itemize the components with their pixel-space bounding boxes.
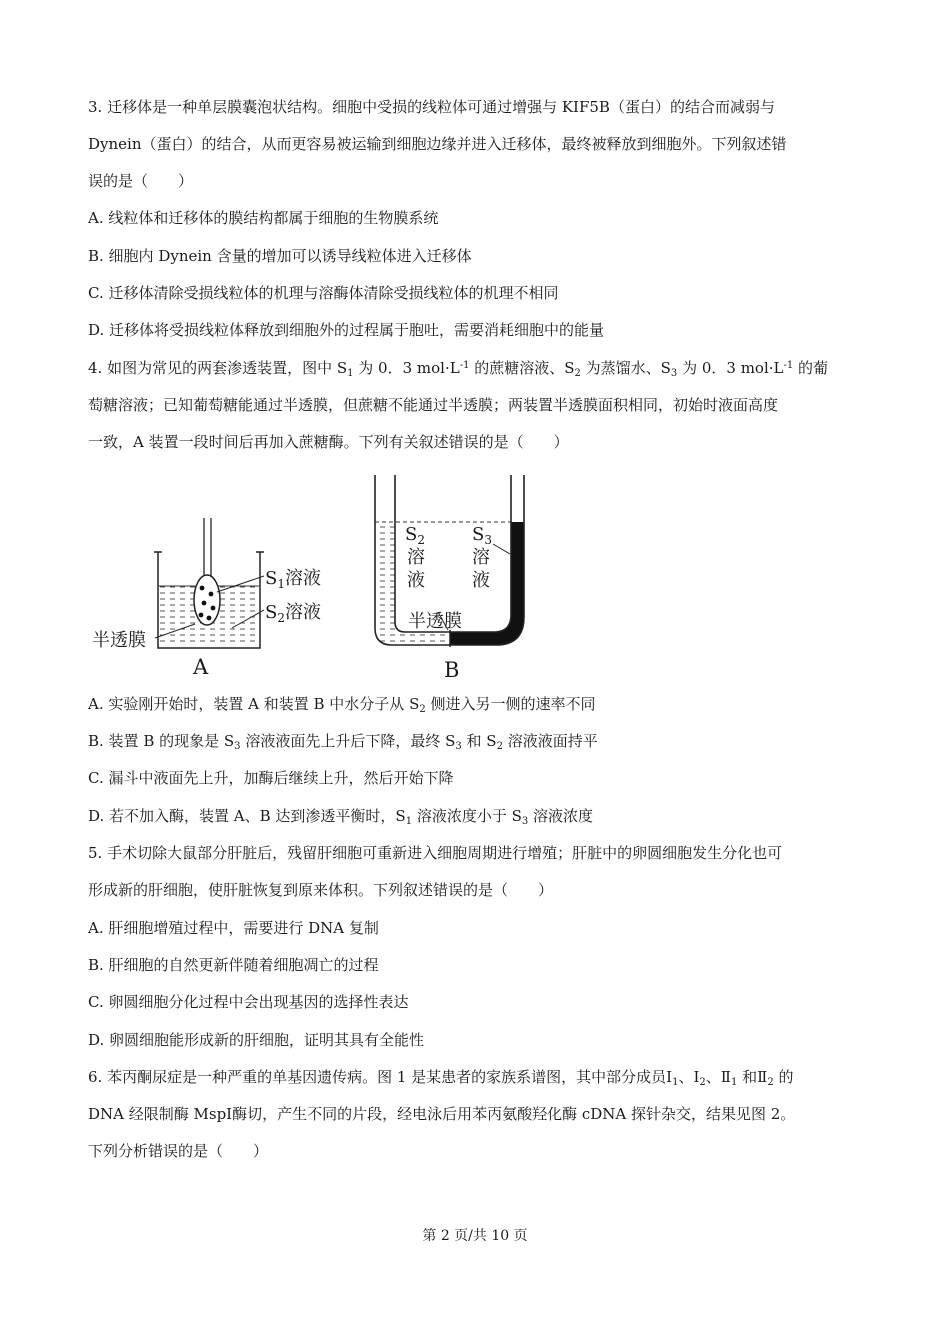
apparatus-a [92, 518, 321, 679]
label-b-s2-rong: 溶 [407, 547, 425, 568]
apparatus-b [375, 475, 524, 682]
q5-option-c: C. 卵圆细胞分化过程中会出现基因的选择性表达 [88, 993, 409, 1011]
q4-option-a: A. 实验刚开始时，装置 A 和装置 B 中水分子从 $S_2$ 侧进入另一侧的速率不同 [88, 695, 596, 715]
q6-stem-line-3: 下列分析错误的是（ ） [88, 1142, 269, 1160]
q5-stem-line-2: 形成新的肝细胞，使肝脏恢复到原来体积。下列叙述错误的是（ ） [88, 881, 554, 899]
q5-option-b: B. 肝细胞的自然更新伴随着细胞凋亡的过程 [88, 956, 379, 974]
q6-stem-line-2: DNA 经限制酶 MspI酶切，产生不同的片段，经电泳后用苯丙氨酸羟化酶 cDNA 探针杂交，结果见图 2。 [88, 1105, 796, 1123]
q4-stem-line-3: 一致，A 装置一段时间后再加入蔗糖酶。下列有关叙述错误的是（ ） [88, 433, 569, 451]
q3-option-a: A. 线粒体和迁移体的膜结构都属于细胞的生物膜系统 [88, 209, 439, 227]
q3-option-c: C. 迁移体清除受损线粒体的机理与溶酶体清除受损线粒体的机理不相同 [88, 284, 559, 302]
label-a-membrane: 半透膜 [92, 630, 146, 651]
q3-option-b: B. 细胞内 Dynein 含量的增加可以诱导线粒体进入迁移体 [88, 247, 472, 265]
q6-stem-line-1: 6. 苯丙酮尿症是一种严重的单基因遗传病。图 1 是某患者的家族系谱图，其中部分成员$Ⅰ_1$、$Ⅰ_2$、$Ⅱ_1$ 和$Ⅱ_2$ 的 [88, 1068, 794, 1088]
q5-option-d: D. 卵圆细胞能形成新的肝细胞，证明其具有全能性 [88, 1031, 425, 1049]
q4-option-c: C. 漏斗中液面先上升，加酶后继续上升，然后开始下降 [88, 769, 454, 787]
page-number-footer: 第 2 页/共 10 页 [422, 1228, 528, 1244]
q5-stem-line-1: 5. 手术切除大鼠部分肝脏后，残留肝细胞可重新进入细胞周期进行增殖；肝脏中的卵圆细胞发生分化也可 [88, 844, 783, 862]
label-b-s3-ye: 液 [472, 570, 490, 591]
q4-option-d: D. 若不加入酶，装置 A、B 达到渗透平衡时，$S_1$ 溶液浓度小于 $S_3$ 溶液浓度 [88, 807, 594, 827]
label-b-s3-rong: 溶 [472, 547, 490, 568]
q4-stem-line-2: 萄糖溶液；已知葡萄糖能通过半透膜，但蔗糖不能通过半透膜；两装置半透膜面积相同，初始时液面高度 [88, 396, 779, 414]
q5-option-a: A. 肝细胞增殖过程中，需要进行 DNA 复制 [88, 919, 379, 937]
osmosis-diagram [80, 470, 550, 685]
label-a-s2-solution: $S_2$溶液 [265, 602, 321, 625]
label-b-s3: $S_3$ [472, 524, 492, 547]
q4-stem-line-1: 4. 如图为常见的两套渗透装置，图中 $S_1$ 为 0．3 $mol\cdot L^{-1}$ 的蔗糖溶液、$S_2$ 为蒸馏水、$S_3$ 为 0．3 $mol\cdot L^{-1}$ 的葡 [88, 359, 829, 379]
q4-option-b: B. 装置 B 的现象是 $S_3$ 溶液液面先上升后下降，最终 $S_3$ 和 $S_2$ 溶液液面持平 [88, 732, 598, 752]
label-b-s2-ye: 液 [407, 570, 425, 591]
osmosis-figure [80, 470, 550, 685]
q3-stem-line-3: 误的是（ ） [88, 172, 194, 190]
label-b-s2: $S_2$ [405, 524, 425, 547]
label-a: A [193, 655, 209, 679]
q3-option-d: D. 迁移体将受损线粒体释放到细胞外的过程属于胞吐，需要消耗细胞中的能量 [88, 321, 605, 339]
label-a-s1-solution: $S_1$溶液 [265, 568, 321, 591]
label-b-membrane: 半透膜 [408, 611, 462, 632]
q3-stem-line-1: 3. 迁移体是一种单层膜囊泡状结构。细胞中受损的线粒体可通过增强与 KIF5B（蛋白）的结合而减弱与 [88, 98, 775, 116]
q3-stem-line-2: Dynein（蛋白）的结合，从而更容易被运输到细胞边缘并进入迁移体，最终被释放到细胞外。下列叙述错 [88, 135, 787, 153]
label-b: B [444, 658, 460, 682]
